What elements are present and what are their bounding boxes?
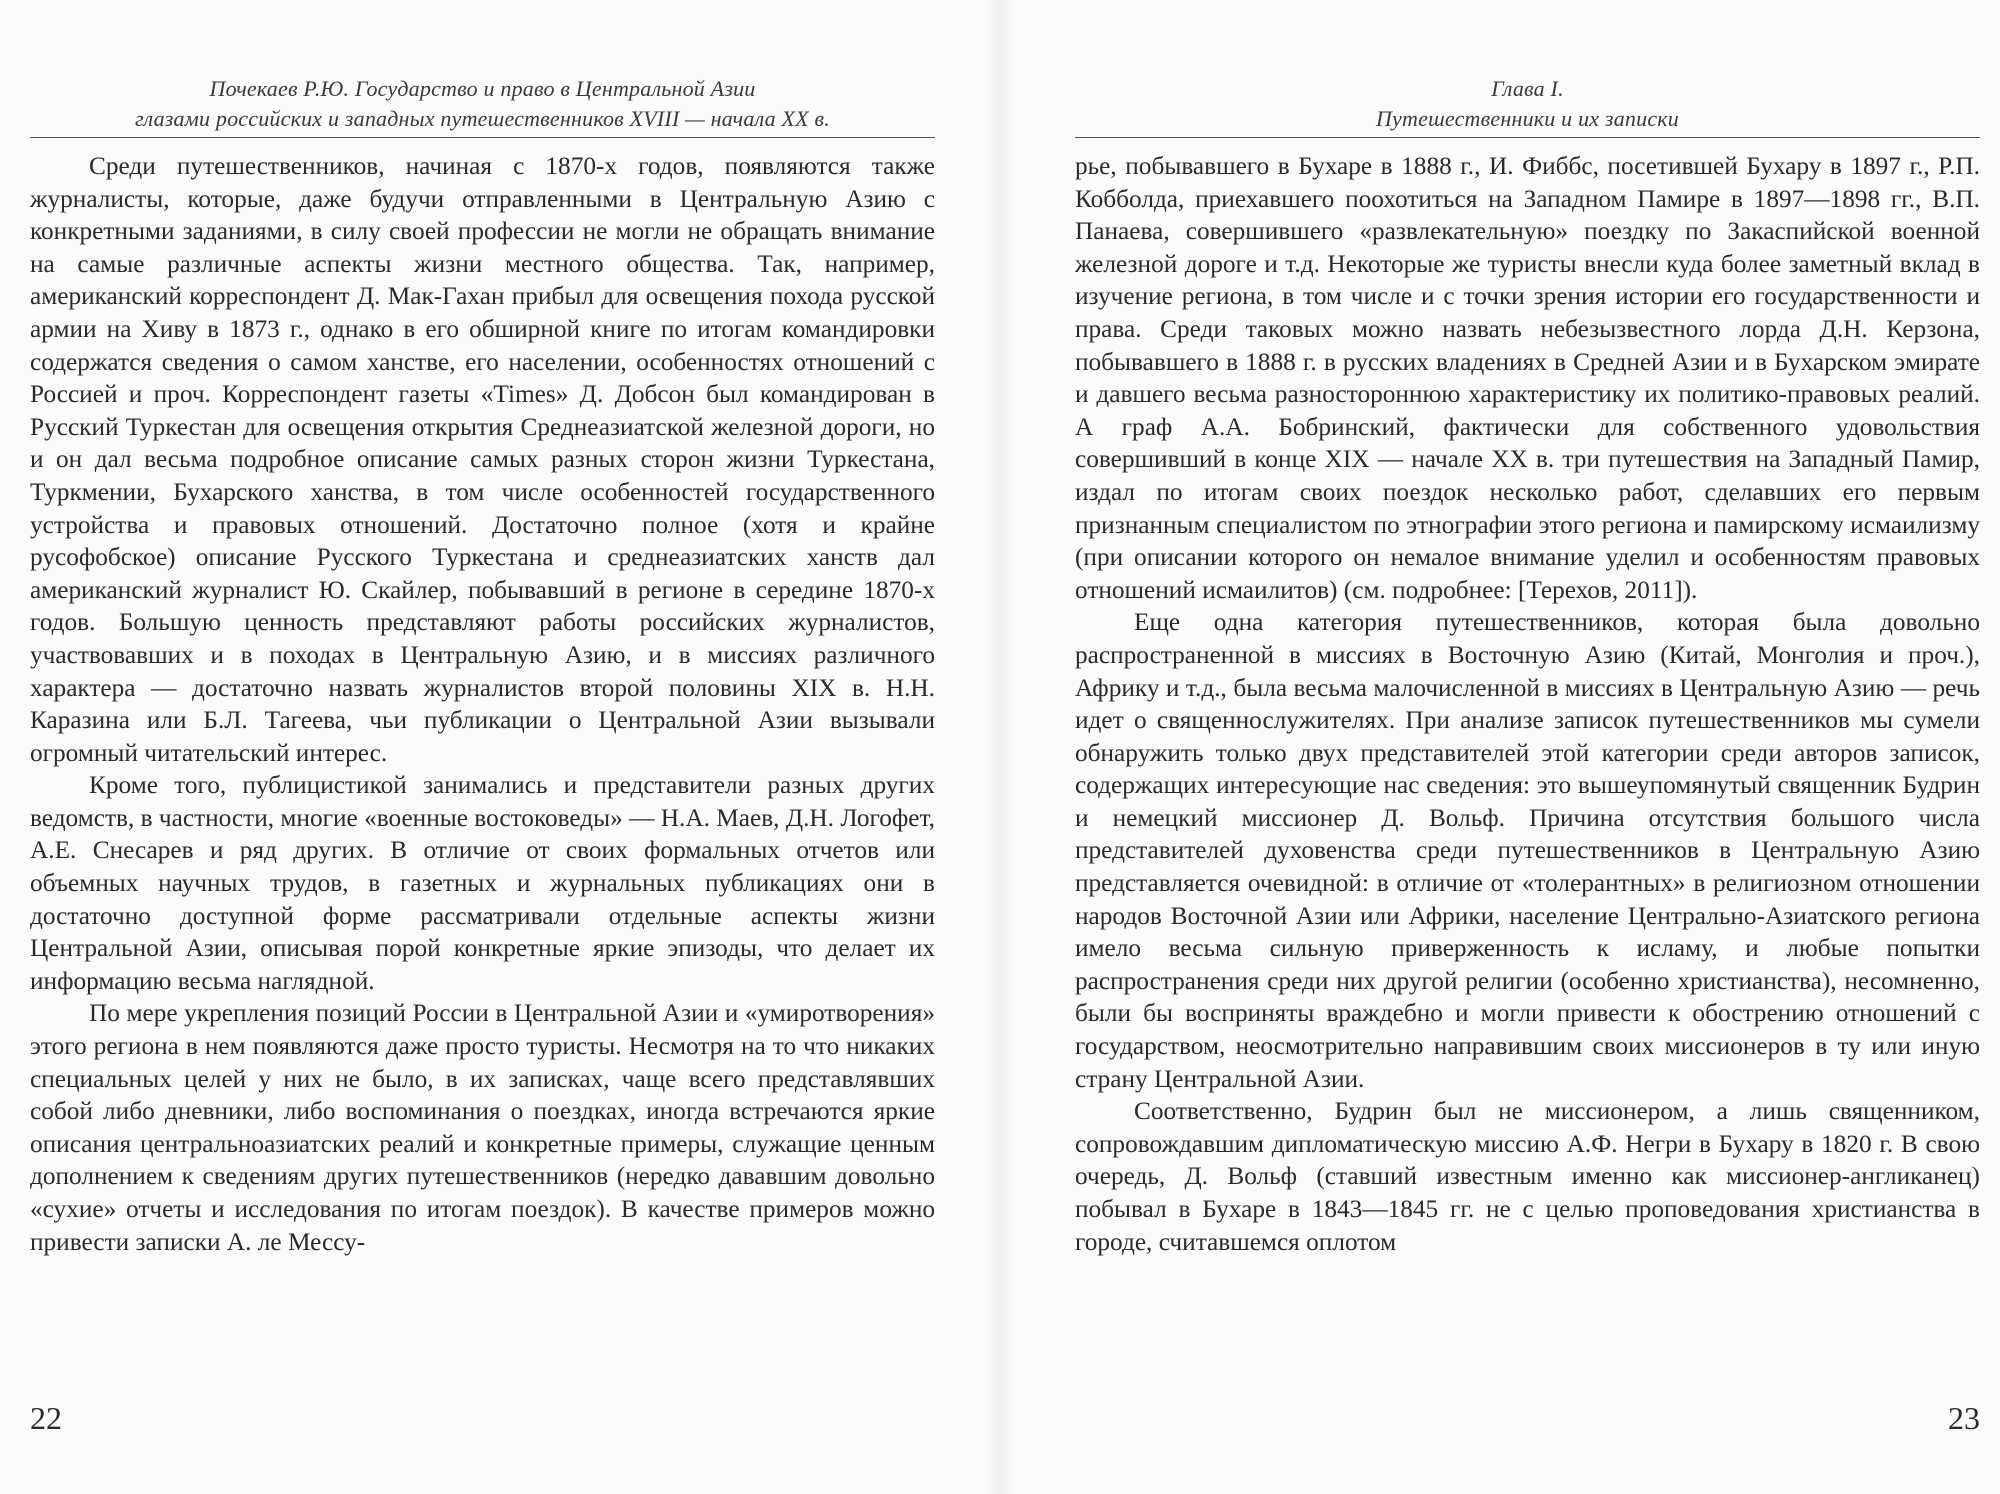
left-paragraph-2: Кроме того, публицистикой занимались и представители разных других ведомств, в частности, многие «военные востоковеды» — Н.А. Маев, Д.Н. Логофет, А.Е. Снесарев и ряд других. В отличие от своих формальных отчетов или объемных научных трудов, в газетных и журнальных публикациях они в достаточно доступной форме рассматривали отдельные аспекты жизни Центральной Азии, описывая порой конкретные яркие эпизоды, что делает их информацию весьма наглядной. [30, 771, 935, 995]
left-running-head-line-1: Почекаев Р.Ю. Государство и право в Центральной Азии [209, 76, 756, 101]
left-running-head-line-2: глазами российских и западных путешественников XVIII — начала XX в. [135, 106, 830, 131]
right-page-number: 23 [1948, 1400, 1980, 1436]
right-paragraph-3: Соответственно, Будрин был не миссионером, а лишь священником, сопровождавшим дипломатическую миссию А.Ф. Негри в Бухару в 1820 г. В свою очередь, Д. Вольф (ставший известным именно как миссионер-англиканец) побывал в Бухаре в 1843—1845 гг. не с целью проповедования христианства в городе, считавшемся оплотом [1075, 1097, 1980, 1256]
right-body-text [1075, 150, 1980, 1258]
right-paragraph-1: рье, побывавшего в Бухаре в 1888 г., И. Фиббс, посетившей Бухару в 1897 г., Р.П. Кобболда, приехавшего поохотиться на Западном Памире в 1897—1898 гг., В.П. Панаева, совершившего «развлекательную» поездку по Закаспийской военной железной дороге и т.д. Некоторые же туристы внесли куда более заметный вклад в изучение региона, в том числе и с точки зрения истории его государственности и права. Среди таковых можно назвать небезызвестного лорда Д.Н. Керзона, побывавшего в 1888 г. в русских владениях в Средней Азии и в Бухарском эмирате и давшего весьма разностороннюю характеристику их политико-правовых реалий. А граф А.А. Бобринский, фактически для собственного удовольствия совершивший в конце XIX — начале XX в. три путешествия на Западный Памир, издал по итогам своих поездок несколько работ, сделавших его первым признанным специалистом по этнографии этого региона и памирскому исмаилизму (при описании которого он немалое внимание уделил и особенностям правовых отношений исмаилитов) (см. подробнее: [Терехов, 2011]). [1075, 152, 1980, 604]
left-page [30, 0, 935, 1494]
right-paragraph-2: Еще одна категория путешественников, которая была довольно распространенной в миссиях в Восточную Азию (Китай, Монголия и проч.), Африку и т.д., была весьма малочисленной в миссиях в Центральную Азию — речь идет о священнослужителях. При анализе записок путешественников мы сумели обнаружить только двух представителей этой категории среди авторов записок, содержащих интересующие нас сведения: это вышеупомянутый священник Будрин и немецкий миссионер Д. Вольф. Причина отсутствия большого числа представителей духовенства среди путешественников в Центральную Азию представляется очевидной: в отличие от «толерантных» в религиозном отношении народов Восточной Азии или Африки, население Центрально-Азиатского региона имело весьма сильную приверженность к исламу, и любые попытки распространения среди них другой религии (особенно христианства), несомненно, были бы восприняты враждебно и могли привести к обострению отношений с государством, неосмотрительно направившим своих миссионеров в ту или иную страну Центральной Азии. [1075, 608, 1980, 1093]
left-page-number: 22 [30, 1400, 62, 1436]
right-running-head-line-2: Путешественники и их записки [1376, 106, 1679, 131]
left-paragraph-3: По мере укрепления позиций России в Центральной Азии и «умиротворения» этого региона в нем появляются даже просто туристы. Несмотря на то что никаких специальных целей у них не было, в их записках, чаще всего представлявших собой либо дневники, либо воспоминания о поездках, иногда встречаются яркие описания центральноазиатских реалий и конкретные примеры, служащие ценным дополнением к сведениям других путешественников (нередко дававшим довольно «сухие» отчеты и исследования по итогам поездок). В качестве примеров можно привести записки А. ле Мессу- [30, 999, 935, 1256]
left-running-head [30, 74, 935, 134]
left-body-text [30, 150, 935, 1258]
book-gutter [986, 0, 1014, 1494]
right-page [1075, 0, 1980, 1494]
right-running-head-line-1: Глава I. [1491, 76, 1564, 101]
right-running-head [1075, 74, 1980, 134]
left-paragraph-1: Среди путешественников, начиная с 1870-х годов, появляются также журналисты, которые, даже будучи отправленными в Центральную Азию с конкретными заданиями, в силу своей профессии не могли не обращать внимание на самые различные аспекты жизни местного общества. Так, например, американский корреспондент Д. Мак-Гахан прибыл для освещения похода русской армии на Хиву в 1873 г., однако в его обширной книге по итогам командировки содержатся сведения о самом ханстве, его населении, особенностях отношений с Россией и проч. Корреспондент газеты «Times» Д. Добсон был командирован в Русский Туркестан для освещения открытия Среднеазиатской железной дороги, но и он дал весьма подробное описание самых разных сторон жизни Туркестана, Туркмении, Бухарского ханства, в том числе особенностей государственного устройства и правовых отношений. Достаточно полное (хотя и крайне русофобское) описание Русского Туркестана и среднеазиатских ханств дал американский журналист Ю. Скайлер, побывавший в регионе в середине 1870-х годов. Большую ценность представляют работы российских журналистов, участвовавших и в походах в Центральную Азию, и в миссиях различного характера — достаточно назвать журналистов второй половины XIX в. Н.Н. Каразина или Б.Л. Тагеева, чьи публикации о Центральной Азии вызывали огромный читательский интерес. [30, 152, 935, 767]
right-header-rule [1075, 137, 1980, 138]
left-header-rule [30, 137, 935, 138]
